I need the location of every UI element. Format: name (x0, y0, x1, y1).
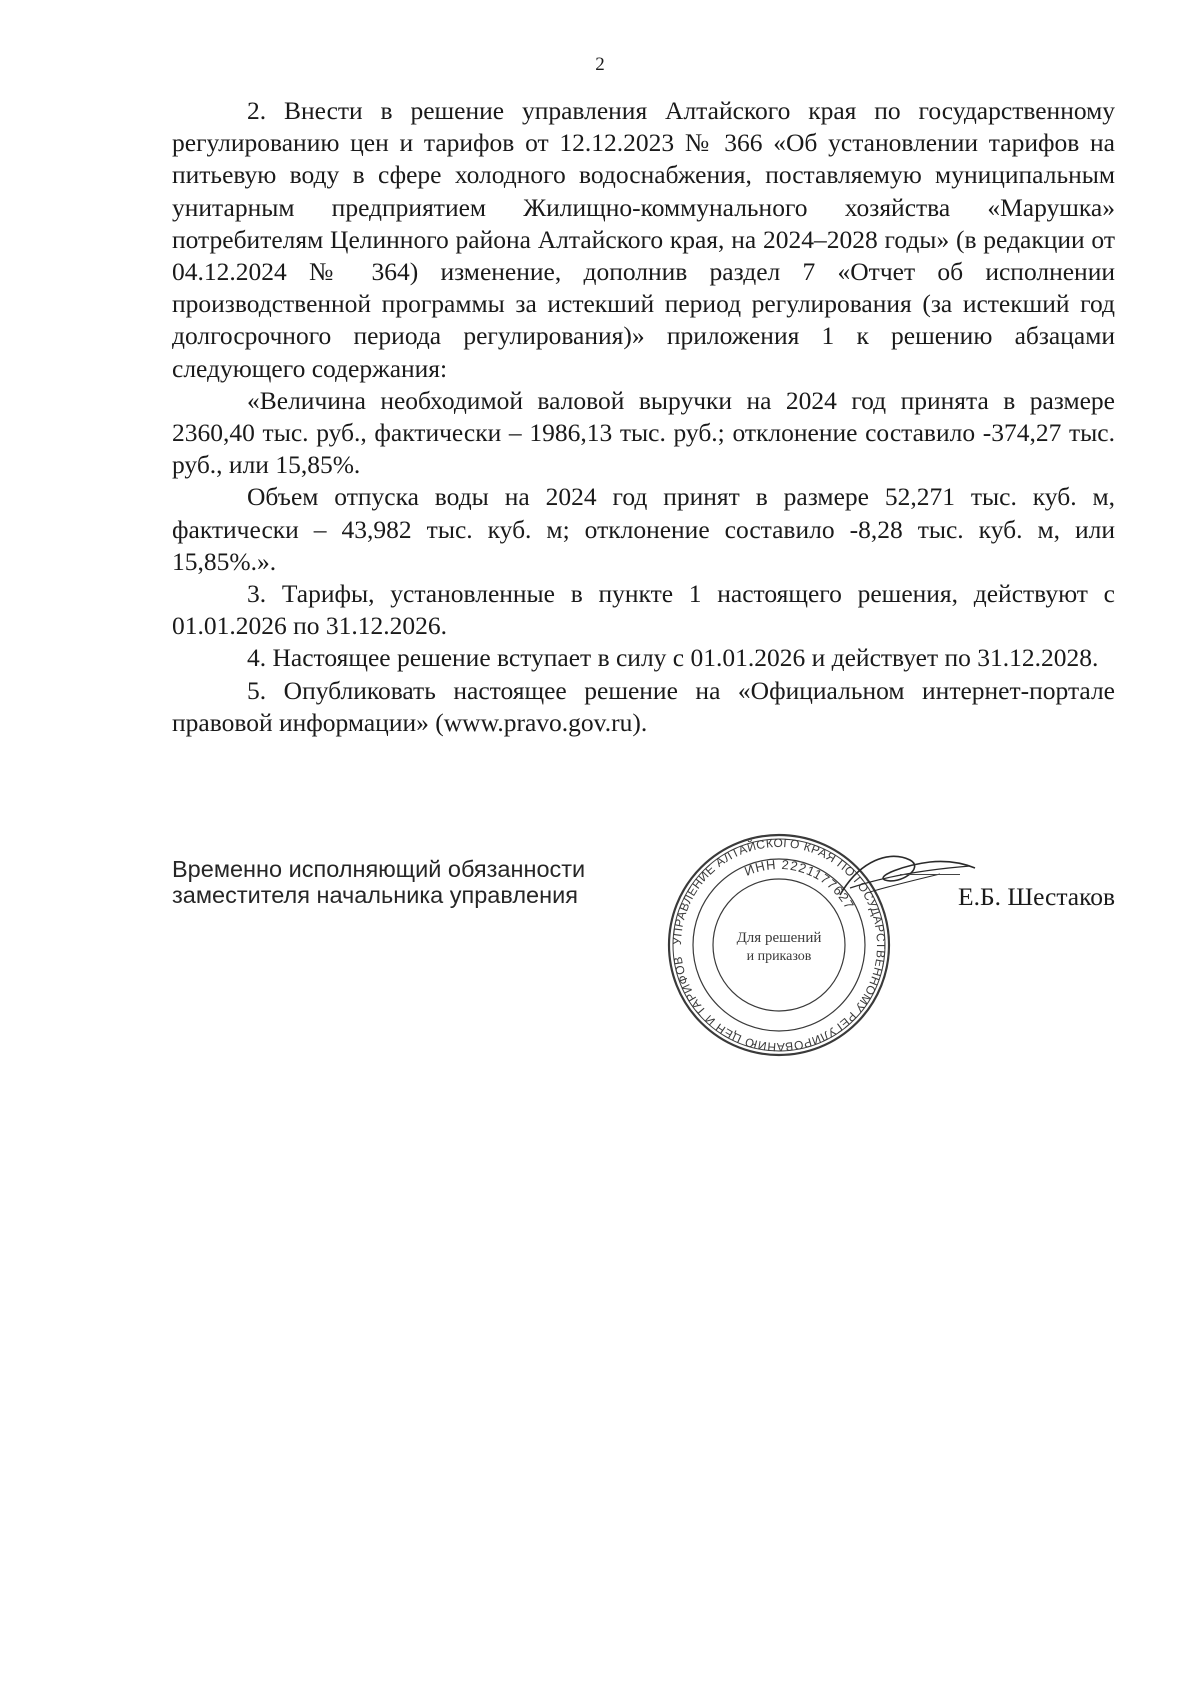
seal-inn-text: ИНН 2221177627 (742, 856, 858, 913)
seal-outer-text: УПРАВЛЕНИЕ АЛТАЙСКОГО КРАЯ ПО ГОСУДАРСТВЕННОМУ РЕГУЛИРОВАНИЮ ЦЕН И ТАРИФОВ (669, 835, 889, 1055)
signatory-position (172, 856, 585, 908)
signatory-position-line1: Временно исполняющий обязанности (172, 856, 586, 882)
paragraph-item-5: 5. Опубликовать настоящее решение на «Официальном интернет-портале правовой информации» (www.pravo.gov.ru). (172, 675, 1115, 737)
signatory-name: Е.Б. Шестаков (958, 882, 1115, 911)
paragraph-item-2: 2. Внести в решение управления Алтайского края по государственному регулированию цен и тарифов от 12.12.2023 № 366 «Об установлении тарифов на питьевую воду в сфере холодного водоснабжения, поставляемую муниципальным унитарным предприятием Жилищно-коммунального хозяйства «Марушка» потребителям Целинного района Алтайского края, на 2024–2028 годы» (в редакции от 04.12.2024 № 364) изменение, дополнив раздел 7 «Отчет об исполнении производственной программы за истекший период регулирования (за истекший год долгосрочного периода регулирования)» приложения 1 к решению абзацами следующего содержания: (172, 96, 1115, 383)
document-body (172, 95, 1115, 739)
page-number: 2 (595, 54, 605, 75)
signature-line (900, 874, 960, 875)
paragraph-water-volume: Объем отпуска воды на 2024 год принят в размере 52,271 тыс. куб. м, фактически – 43,982 тыс. куб. м; отклонение составило -8,28 тыс. куб. м, или 15,85%.». (172, 482, 1115, 576)
seal-center-line1: Для решений (736, 930, 822, 946)
paragraph-item-4: 4. Настоящее решение вступает в силу с 01.01.2026 и действует по 31.12.2028. (247, 643, 1099, 673)
paragraph-revenue-quote: «Величина необходимой валовой выручки на 2024 год принята в размере 2360,40 тыс. руб., фактически – 1986,13 тыс. руб.; отклонение составило -374,27 тыс. руб., или 15,85%. (172, 385, 1115, 480)
seal-center-line2: и приказов (746, 949, 812, 964)
signatory-position-line2: заместителя начальника управления (172, 882, 578, 908)
paragraph-item-3: 3. Тарифы, установленные в пункте 1 настоящего решения, действуют с 01.01.2026 по 31.12.2026. (172, 579, 1115, 641)
handwritten-signature (830, 840, 980, 910)
